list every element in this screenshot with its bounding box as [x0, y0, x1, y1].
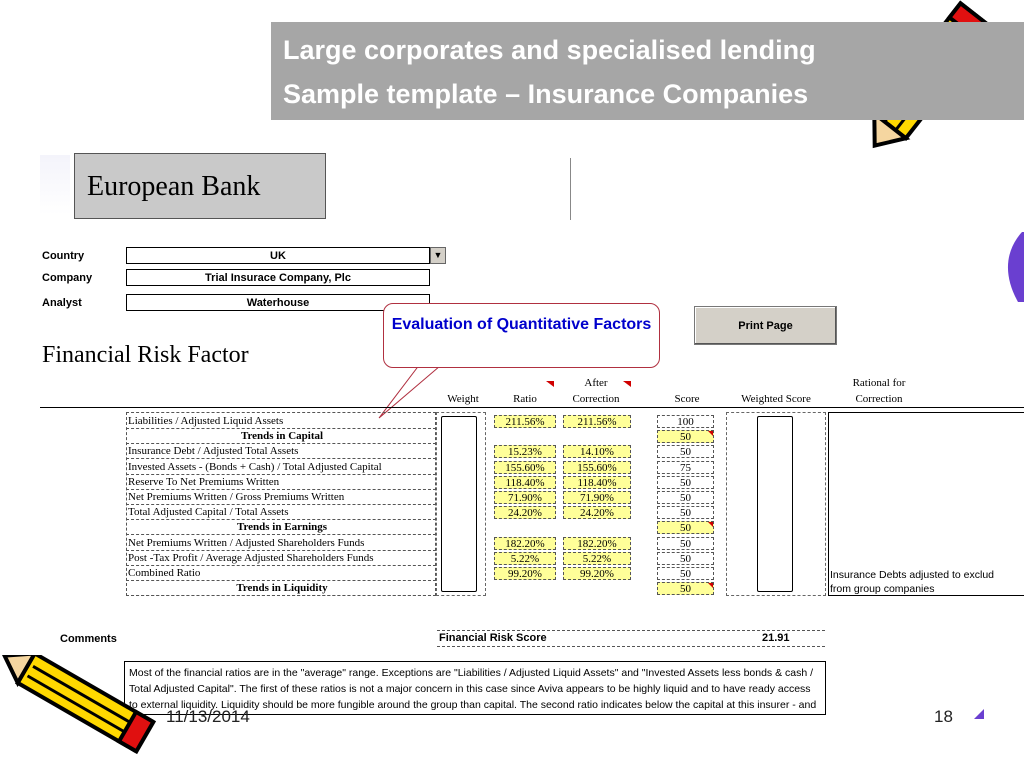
- financial-risk-score-bar: [437, 630, 825, 647]
- ratio-row-label: Trends in Liquidity: [126, 581, 436, 596]
- ratio-cell: 211.56%: [494, 415, 556, 428]
- ratio-cell: 15.23%: [494, 445, 556, 458]
- sheet-divider: [570, 158, 571, 220]
- ratio-row-label: Invested Assets - (Bonds + Cash) / Total Adjusted Capital: [126, 460, 436, 475]
- after-correction-cell[interactable]: 211.56%: [563, 415, 631, 428]
- col-weighted-score: Weighted Score: [741, 393, 811, 405]
- score-cell: 50: [657, 445, 714, 458]
- ratio-row-label: Trends in Capital: [126, 429, 436, 444]
- score-label: Financial Risk Score: [439, 632, 547, 644]
- print-page-button[interactable]: Print Page: [694, 306, 837, 345]
- score-cell: 50: [657, 537, 714, 550]
- comment-marker: [546, 374, 554, 380]
- ratio-row-label: Net Premiums Written / Gross Premiums Written: [126, 490, 436, 505]
- weighted-score-slot[interactable]: [757, 416, 793, 592]
- bank-name-box: European Bank: [74, 153, 326, 219]
- col-after-line1: After: [584, 377, 608, 389]
- analyst-label: Analyst: [42, 297, 82, 309]
- country-select[interactable]: UK: [126, 247, 430, 264]
- ratio-cell: 99.20%: [494, 567, 556, 580]
- weight-slot[interactable]: [441, 416, 477, 592]
- comment-marker: [623, 374, 631, 380]
- score-cell[interactable]: 50: [657, 521, 714, 534]
- score-cell[interactable]: 50: [657, 582, 714, 595]
- ratio-row-label: Combined Ratio: [126, 566, 436, 581]
- col-rational-line2: Correction: [855, 393, 903, 405]
- ratio-cell: 118.40%: [494, 476, 556, 489]
- ratio-cell: 182.20%: [494, 537, 556, 550]
- title-line-1: Large corporates and specialised lending: [283, 35, 816, 65]
- col-weight: Weight: [447, 393, 479, 405]
- footer-page-number: 18: [934, 707, 953, 726]
- ratio-row-label: Trends in Earnings: [126, 520, 436, 535]
- sheet-strip: [40, 155, 70, 215]
- country-label: Country: [42, 250, 85, 262]
- ratio-row-label: Total Adjusted Capital / Total Assets: [126, 505, 436, 520]
- pencil-clipart-bottom: [0, 655, 165, 755]
- score-cell: 50: [657, 476, 714, 489]
- chevron-down-icon[interactable]: ▼: [430, 247, 446, 264]
- score-cell: 75: [657, 461, 714, 474]
- ratio-cell: 24.20%: [494, 506, 556, 519]
- callout-box: Evaluation of Quantitative Factors: [383, 303, 660, 368]
- comments-label: Comments: [60, 633, 117, 645]
- footer-date: 11/13/2014: [166, 707, 250, 726]
- after-correction-cell[interactable]: 118.40%: [563, 476, 631, 489]
- after-correction-cell[interactable]: 182.20%: [563, 537, 631, 550]
- ratio-row-label: Reserve To Net Premiums Written: [126, 475, 436, 490]
- after-correction-cell[interactable]: 24.20%: [563, 506, 631, 519]
- header-rule: [40, 407, 1024, 408]
- score-cell: 100: [657, 415, 714, 428]
- col-rational-line1: Rational for: [852, 377, 906, 389]
- ratio-cell: 71.90%: [494, 491, 556, 504]
- company-label: Company: [42, 272, 93, 284]
- ratio-row-label: Insurance Debt / Adjusted Total Assets: [126, 444, 436, 459]
- after-correction-cell[interactable]: 71.90%: [563, 491, 631, 504]
- ratio-cell: 155.60%: [494, 461, 556, 474]
- score-cell: 50: [657, 567, 714, 580]
- rational-text-2: from group companies: [830, 583, 935, 595]
- after-correction-cell[interactable]: 5.22%: [563, 552, 631, 565]
- purple-swoosh-decoration: [1000, 232, 1024, 302]
- score-value: 21.91: [762, 632, 790, 644]
- rational-text-1: Insurance Debts adjusted to exclud: [830, 569, 995, 581]
- title-line-2: Sample template – Insurance Companies: [283, 79, 809, 109]
- ratio-row-label: Net Premiums Written / Adjusted Shareholders Funds: [126, 536, 436, 551]
- company-field[interactable]: Trial Insurace Company, Plc: [126, 269, 430, 286]
- ratio-cell: 5.22%: [494, 552, 556, 565]
- ratio-row-label: Post -Tax Profit / Average Adjusted Shareholders Funds: [126, 551, 436, 566]
- score-cell: 50: [657, 491, 714, 504]
- col-score: Score: [674, 393, 700, 405]
- slide-title: [271, 22, 1024, 120]
- score-cell[interactable]: 50: [657, 430, 714, 443]
- purple-arrow-icon: [974, 706, 984, 716]
- col-ratio: Ratio: [513, 393, 537, 405]
- section-title: Financial Risk Factor: [42, 342, 249, 368]
- comments-box[interactable]: Most of the financial ratios are in the "average" range. Exceptions are "Liabilities / Adjusted Liquid Assets" and "Invested Assets less bonds & cash / Total Adjusted Capital". The first of these ratios is not a major concern in this case since Aviva appears to be highly liquid and to have ready access to external liquidity. Liquidity should be more fungible around the group than capital. The second ratio indicates below the capital at this insurer - and: [124, 661, 826, 715]
- analyst-field[interactable]: Waterhouse: [126, 294, 430, 311]
- after-correction-cell[interactable]: 14.10%: [563, 445, 631, 458]
- ratio-row-label: Liabilities / Adjusted Liquid Assets: [126, 414, 436, 429]
- after-correction-cell[interactable]: 155.60%: [563, 461, 631, 474]
- after-correction-cell[interactable]: 99.20%: [563, 567, 631, 580]
- score-cell: 50: [657, 506, 714, 519]
- score-cell: 50: [657, 552, 714, 565]
- col-after-line2: Correction: [572, 393, 620, 405]
